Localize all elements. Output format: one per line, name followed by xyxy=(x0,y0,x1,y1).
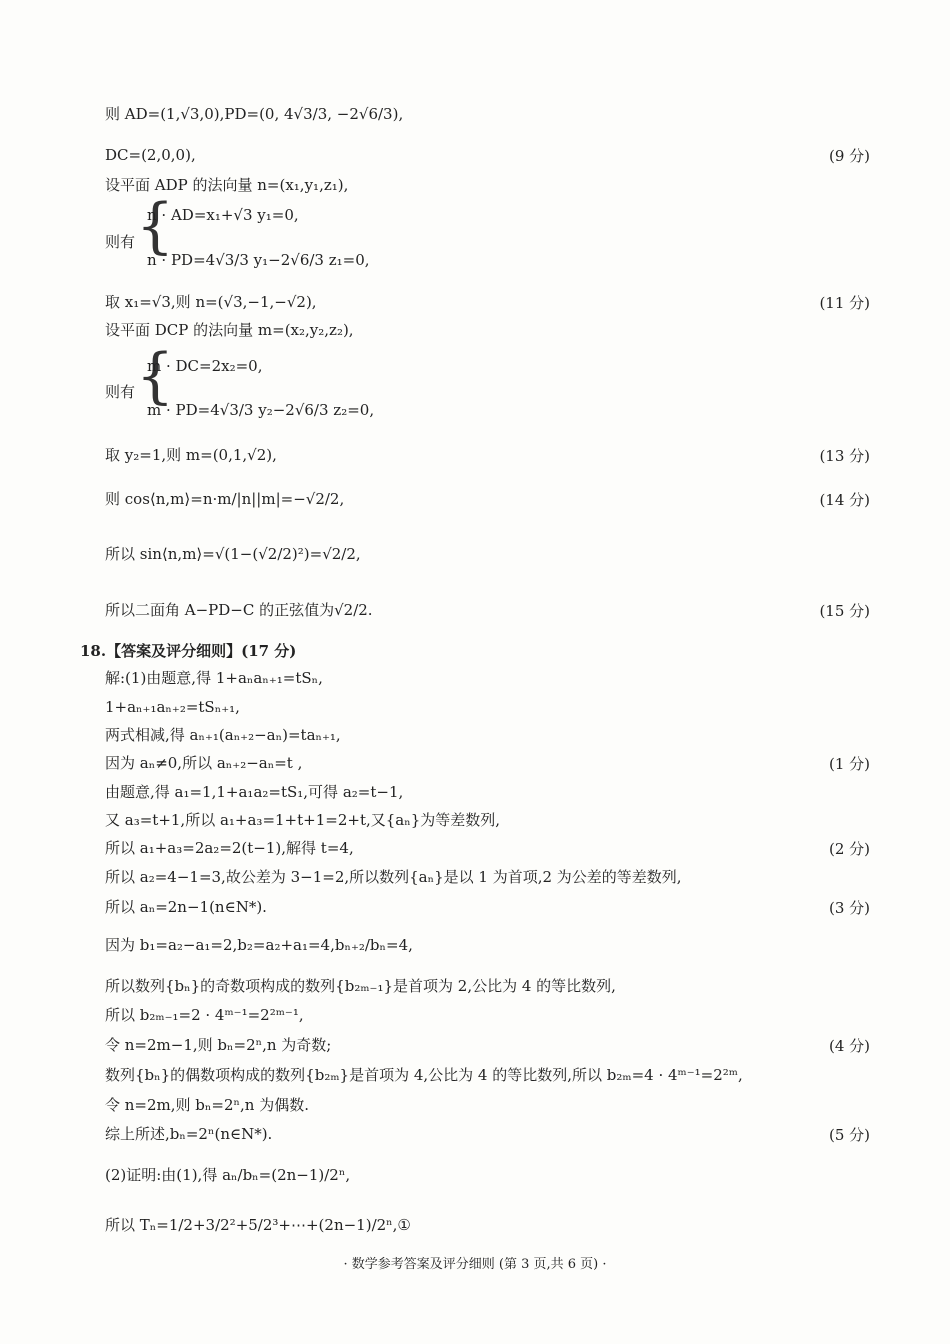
line-sin: 所以 sin⟨n,m⟩=√(1−(√2/2)²)=√2/2, xyxy=(105,545,361,563)
line-vector-dc: DC=(2,0,0), xyxy=(105,146,196,164)
line-18-2: 1+aₙ₊₁aₙ₊₂=tSₙ₊₁, xyxy=(105,698,240,716)
line-18-7: 所以 a₁+a₃=2a₂=2(t−1),解得 t=4, xyxy=(105,839,354,857)
score-4: (4 分) xyxy=(828,1037,870,1055)
line-18-5: 由题意,得 a₁=1,1+a₁a₂=tS₁,可得 a₂=t−1, xyxy=(105,783,404,801)
score-9: (9 分) xyxy=(828,147,870,165)
line-18-10: 因为 b₁=a₂−a₁=2,b₂=a₂+a₁=4,bₙ₊₂/bₙ=4, xyxy=(105,936,413,954)
line-18-12: 所以 b₂ₘ₋₁=2 · 4ᵐ⁻¹=2²ᵐ⁻¹, xyxy=(105,1006,304,1024)
score-11: (11 分) xyxy=(819,294,870,312)
score-13: (13 分) xyxy=(819,447,870,465)
line-dihedral: 所以二面角 A−PD−C 的正弦值为√2/2. xyxy=(105,601,373,619)
line-18-13: 令 n=2m−1,则 bₙ=2ⁿ,n 为奇数; xyxy=(105,1036,332,1054)
line-18-18: 所以 Tₙ=1/2+3/2²+5/2³+⋯+(2n−1)/2ⁿ,① xyxy=(105,1216,411,1234)
score-15: (15 分) xyxy=(819,602,870,620)
line-system-2a: m · DC=2x₂=0, xyxy=(147,357,263,375)
page-footer: · 数学参考答案及评分细则 (第 3 页,共 6 页) · xyxy=(343,1257,607,1272)
brace-system-1: { xyxy=(136,191,175,261)
line-system-1b: n · PD=4√3/3 y₁−2√6/3 z₁=0, xyxy=(147,251,370,269)
line-18-1: 解:(1)由题意,得 1+aₙaₙ₊₁=tSₙ, xyxy=(105,669,323,687)
question-18-heading: 18.【答案及评分细则】(17 分) xyxy=(80,642,297,660)
line-18-15: 令 n=2m,则 bₙ=2ⁿ,n 为偶数. xyxy=(105,1096,309,1114)
line-18-4: 因为 aₙ≠0,所以 aₙ₊₂−aₙ=t , xyxy=(105,754,303,772)
line-18-9: 所以 aₙ=2n−1(n∈N*). xyxy=(105,898,267,916)
score-1: (1 分) xyxy=(828,755,870,773)
score-3: (3 分) xyxy=(828,899,870,917)
score-5: (5 分) xyxy=(828,1126,870,1144)
brace-system-2: { xyxy=(136,341,175,411)
line-system-1a: n · AD=x₁+√3 y₁=0, xyxy=(147,206,299,224)
line-18-11: 所以数列{bₙ}的奇数项构成的数列{b₂ₘ₋₁}是首项为 2,公比为 4 的等比数列, xyxy=(105,977,616,995)
line-18-3: 两式相减,得 aₙ₊₁(aₙ₊₂−aₙ)=taₙ₊₁, xyxy=(105,726,341,744)
line-normal-m: 设平面 DCP 的法向量 m=(x₂,y₂,z₂), xyxy=(105,321,354,339)
line-take-y2: 取 y₂=1,则 m=(0,1,√2), xyxy=(105,446,277,464)
line-18-17: (2)证明:由(1),得 aₙ/bₙ=(2n−1)/2ⁿ, xyxy=(105,1166,351,1184)
score-2: (2 分) xyxy=(828,840,870,858)
line-18-8: 所以 a₂=4−1=3,故公差为 3−1=2,所以数列{aₙ}是以 1 为首项,2 为公差的等差数列, xyxy=(105,868,682,886)
line-18-14: 数列{bₙ}的偶数项构成的数列{b₂ₘ}是首项为 4,公比为 4 的等比数列,所以 b₂ₘ=4 · 4ᵐ⁻¹=2²ᵐ, xyxy=(105,1066,743,1084)
line-system-2b: m · PD=4√3/3 y₂−2√6/3 z₂=0, xyxy=(147,401,375,419)
line-18-16: 综上所述,bₙ=2ⁿ(n∈N*). xyxy=(105,1125,273,1143)
label-system-2: 则有 xyxy=(105,383,136,401)
score-14: (14 分) xyxy=(819,491,870,509)
line-cos: 则 cos⟨n,m⟩=n·m/|n||m|=−√2/2, xyxy=(105,490,345,508)
line-take-x1: 取 x₁=√3,则 n=(√3,−1,−√2), xyxy=(105,293,317,311)
line-vectors-ad-pd: 则 AD=(1,√3,0),PD=(0, 4√3/3, −2√6/3), xyxy=(105,105,404,123)
label-system-1: 则有 xyxy=(105,233,136,251)
line-18-6: 又 a₃=t+1,所以 a₁+a₃=1+t+1=2+t,又{aₙ}为等差数列, xyxy=(105,811,501,829)
line-normal-n: 设平面 ADP 的法向量 n=(x₁,y₁,z₁), xyxy=(105,176,349,194)
